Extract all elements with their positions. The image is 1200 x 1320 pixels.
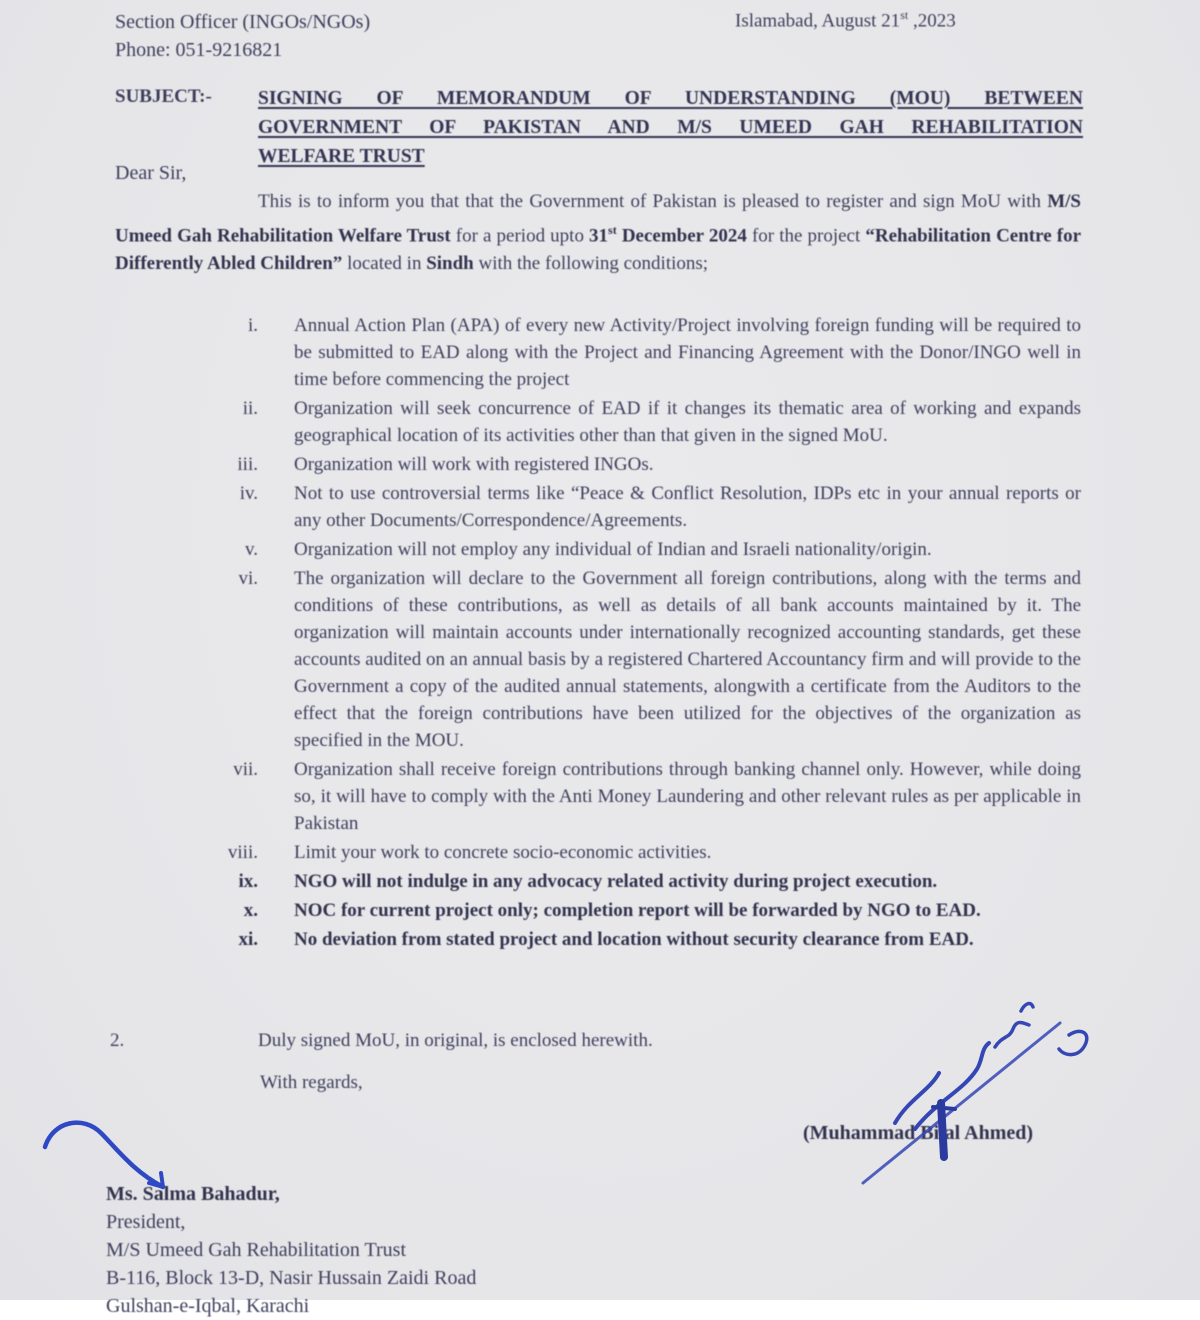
condition-item: iv. Not to use controversial terms like “Peace & Conflict Resolution, IDPs etc in your annual reports or any other Documents/Correspondence/Agreements.	[239, 483, 1081, 531]
sender-block	[115, 8, 370, 64]
condition-item: vi. The organization will declare to the Government all foreign contributions, along with the terms and conditions of these contributions, as well as details of all bank accounts maintained by it. The organization will maintain accounts under internationally recognized accounting standards, get these accounts audited on an annual basis by a registered Chartered Accountancy firm and will provide to the Government a copy of the audited annual statements, alongwith a certificate from the Auditors to the effect that the foreign contributions have been utilized for the objectives of the organization as specified in the MOU.	[238, 568, 1081, 751]
subject-label: SUBJECT:-	[115, 86, 212, 107]
condition-item: iii. Organization will work with registered INGOs.	[237, 454, 654, 475]
condition-item: ix. NGO will not indulge in any advocacy related activity during project execution.	[238, 871, 938, 892]
condition-item: ii. Organization will seek concurrence of EAD if it changes its thematic area of working and expands geographical location of its activities other than that given in the signed MoU.	[242, 398, 1081, 446]
recipient-title: President,	[106, 1211, 186, 1233]
subject-text: SIGNING OF MEMORANDUM OF UNDERSTANDING (MOU) BETWEEN GOVERNMENT OF PAKISTAN AND M/S UMEED GAH REHABILITATION WELFARE TRUST	[258, 88, 1083, 167]
recipient-address-cutoff: Gulshan-e-Iqbal, Karachi	[106, 1295, 310, 1317]
enclosure-paragraph: 2. Duly signed MoU, in original, is enclosed herewith.	[110, 1030, 653, 1051]
conditions-list	[115, 312, 1081, 955]
sender-phone: Phone: 051-9216821	[115, 39, 283, 61]
place-date: Islamabad, August 21st ,2023	[735, 8, 956, 32]
condition-item: vii. Organization shall receive foreign contributions through banking channel only. However, while doing so, it will have to comply with the Anti Money Laundering and other relevant rules as per applicable in Pakistan	[233, 759, 1081, 834]
signature-ink	[845, 985, 1115, 1195]
closing-phrase: With regards,	[260, 1072, 363, 1093]
date-superscript: st	[900, 8, 909, 22]
signatory-name: (Muhammad Bilal Ahmed)	[803, 1122, 1034, 1144]
condition-item: xi. No deviation from stated project and location without security clearance from EAD.	[238, 929, 974, 950]
recipient-name: Ms. Salma Bahadur,	[106, 1183, 280, 1205]
condition-item: x. NOC for current project only; completion report will be forwarded by NGO to EAD.	[243, 900, 981, 921]
sender-designation: Section Officer (INGOs/NGOs)	[115, 11, 371, 33]
pen-mark	[35, 1115, 205, 1210]
condition-item: i. Annual Action Plan (APA) of every new Activity/Project involving foreign funding will be required to be submitted to EAD along with the Project and Financing Agreement with the Donor/INGO well in time before commencing the project	[247, 315, 1081, 390]
recipient-address: B-116, Block 13-D, Nasir Hussain Zaidi Road	[106, 1267, 477, 1289]
salutation: Dear Sir,	[115, 162, 187, 184]
condition-item: v. Organization will not employ any individual of Indian and Israeli nationality/origin.	[244, 539, 932, 560]
recipient-org: M/S Umeed Gah Rehabilitation Trust	[106, 1239, 406, 1261]
intro-paragraph: This is to inform you that that the Government of Pakistan is pleased to register and sign MoU with M/S Umeed Gah Rehabilitation Welfare Trust for a period upto 31st December 2024 for the project “Rehabilitation Centre for Differently Abled Children” located in Sindh with the following conditions;	[115, 191, 1082, 275]
condition-item: viii. Limit your work to concrete socio-economic activities.	[227, 842, 712, 863]
subject-block	[115, 84, 1083, 171]
